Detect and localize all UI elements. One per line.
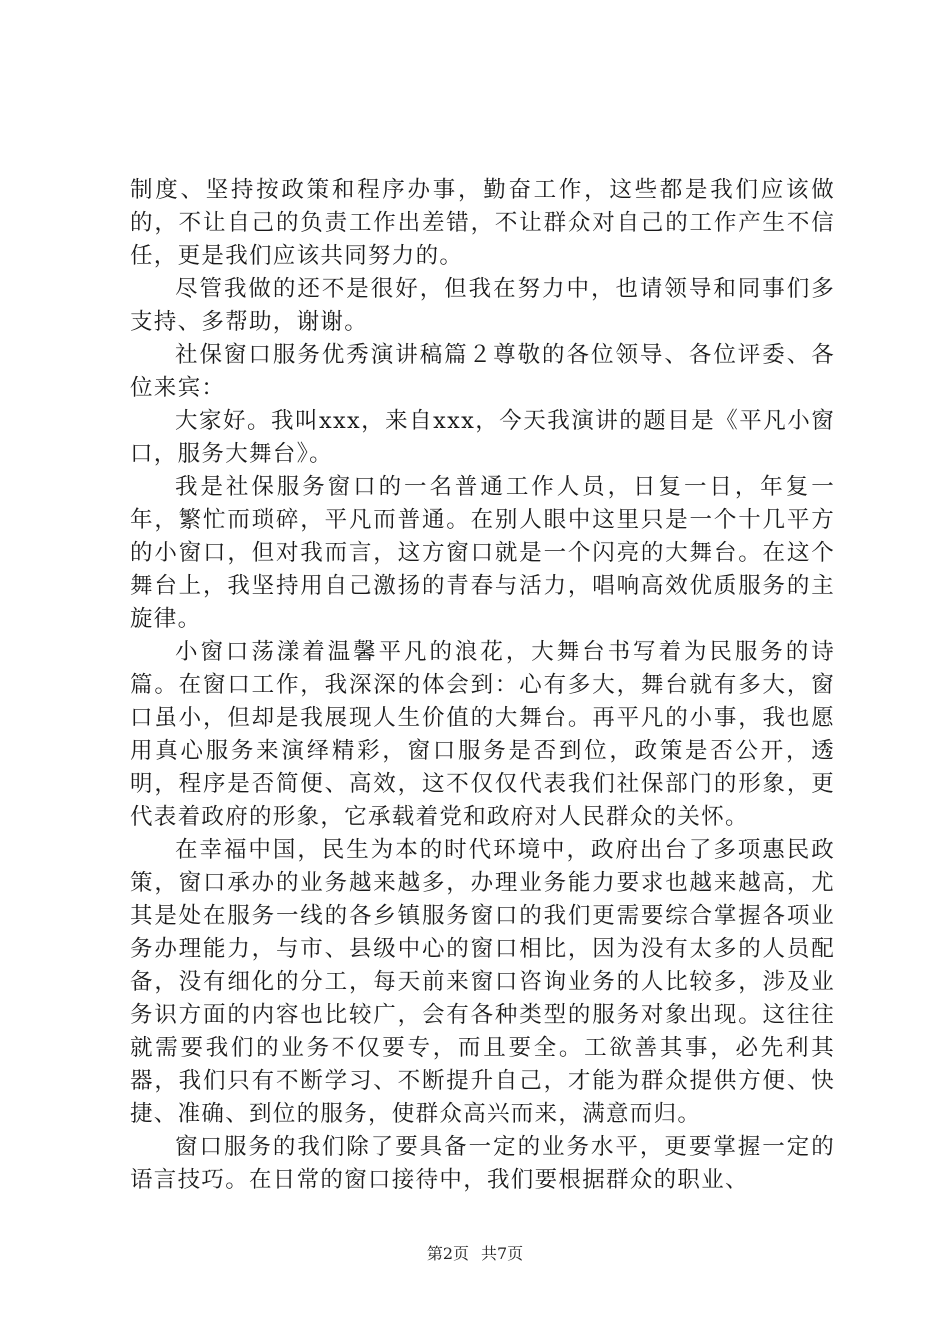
- paragraph-7: 在幸福中国，民生为本的时代环境中，政府出台了多项惠民政策，窗口承办的业务越来越多，办理业务能力要求也越来越高，尤其是处在服务一线的各乡镇服务窗口的我们更需要综合掌握各项业务办理能力，与市、县级中心的窗口相比，因为没有太多的人员配备，没有细化的分工，每天前来窗口咨询业务的人比较多，涉及业务识方面的内容也比较广，会有各种类型的服务对象出现。这往往就需要我们的业务不仅要专，而且要全。工欲善其事，必先利其器，我们只有不断学习、不断提升自己，才能为群众提供方便、快捷、准确、到位的服务，使群众高兴而来，满意而归。: [130, 837, 835, 1127]
- body-text: [130, 174, 835, 1197]
- page-total: 共7页: [481, 1244, 524, 1263]
- paragraph-4: 大家好。我叫xxx，来自xxx，今天我演讲的题目是《平凡小窗口，服务大舞台》。: [130, 408, 835, 467]
- paragraph-5: 我是社保服务窗口的一名普通工作人员，日复一日，年复一年，繁忙而琐碎，平凡而普通。在别人眼中这里只是一个十几平方的小窗口，但对我而言，这方窗口就是一个闪亮的大舞台。在这个舞台上，我坚持用自己激扬的青春与活力，唱响高效优质服务的主旋律。: [130, 474, 835, 632]
- paragraph-3: 社保窗口服务优秀演讲稿篇２尊敬的各位领导、各位评委、各位来宾：: [130, 342, 835, 401]
- page-number: 第2页: [426, 1244, 469, 1263]
- paragraph-6: 小窗口荡漾着温馨平凡的浪花，大舞台书写着为民服务的诗篇。在窗口工作，我深深的体会到：心有多大，舞台就有多大，窗口虽小，但却是我展现人生价值的大舞台。再平凡的小事，我也愿用真心服务来演绎精彩，窗口服务是否到位，政策是否公开，透明，程序是否简便、高效，这不仅仅代表我们社保部门的形象，更代表着政府的形象，它承载着党和政府对人民群众的关怀。: [130, 639, 835, 830]
- paragraph-8: 窗口服务的我们除了要具备一定的业务水平，更要掌握一定的语言技巧。在日常的窗口接待中，我们要根据群众的职业、: [130, 1134, 835, 1193]
- page-footer: [0, 1243, 950, 1265]
- paragraph-2: 尽管我做的还不是很好，但我在努力中，也请领导和同事们多支持、多帮助，谢谢。: [130, 276, 835, 335]
- paragraph-1: 制度、坚持按政策和程序办事，勤奋工作，这些都是我们应该做的，不让自己的负责工作出差错，不让群众对自己的工作产生不信任，更是我们应该共同努力的。: [130, 177, 835, 269]
